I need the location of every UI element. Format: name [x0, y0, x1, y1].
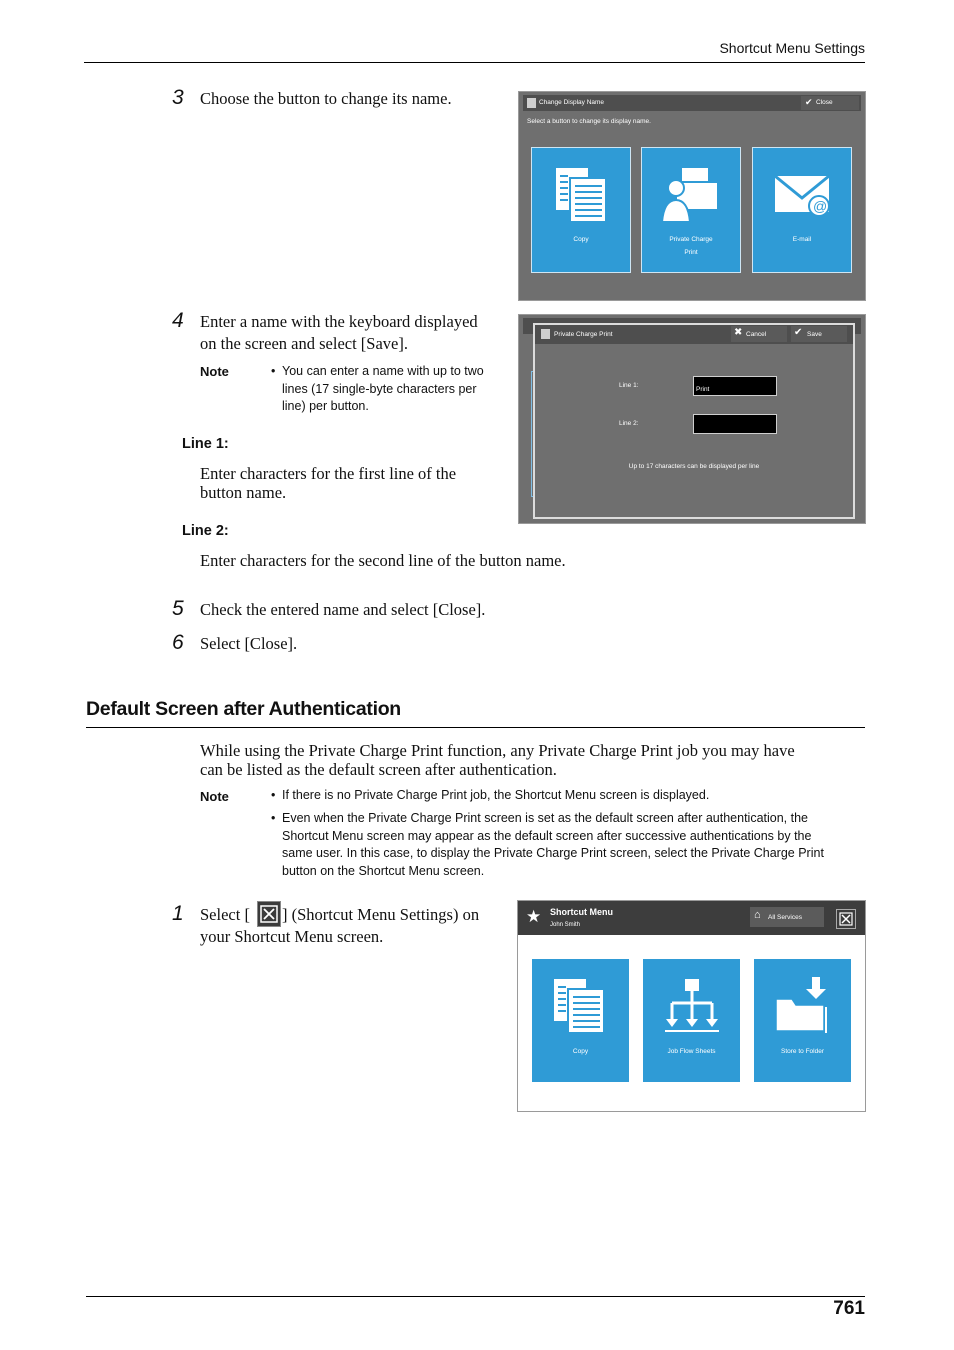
header-title: Shortcut Menu	[550, 907, 613, 917]
note-text-line1: You can enter a name with up to two	[282, 364, 484, 378]
folder-icon	[774, 975, 830, 1035]
private-print-icon	[662, 166, 722, 224]
dialog-title: Change Display Name	[539, 99, 605, 106]
star-icon: ★	[526, 907, 542, 926]
step-text-line1: Enter a name with the keyboard displayed	[200, 312, 478, 331]
shortcut-settings-button[interactable]	[836, 909, 856, 929]
note-bullet-2-line2: Shortcut Menu screen may appear as the default screen after successive authentications by the	[282, 829, 812, 843]
check-icon: ✔	[805, 97, 813, 107]
note-bullet: •	[271, 364, 276, 378]
shortcut-menu-header	[518, 901, 865, 935]
running-header: Shortcut Menu Settings	[719, 40, 865, 56]
section-paragraph-line2: can be listed as the default screen after authentication.	[200, 760, 557, 779]
note-bullet: •	[271, 788, 276, 802]
document-icon	[541, 329, 550, 339]
close-label: Close	[816, 99, 833, 106]
step-text: Select [Close].	[200, 634, 298, 653]
title-bar	[523, 95, 861, 111]
step-text: Choose the button to change its name.	[200, 89, 452, 108]
email-tile[interactable]	[752, 147, 852, 273]
job-flow-sheets-tile[interactable]	[642, 958, 741, 1083]
all-services-label: All Services	[768, 914, 802, 921]
check-icon: ✔	[794, 327, 803, 338]
step-text-pre: Select [	[200, 905, 250, 924]
dialog-title-bar	[535, 325, 853, 344]
note-bullet-2-line1: Even when the Private Charge Print screen is set as the default screen after authentication, the	[282, 811, 808, 825]
copy-icon	[552, 977, 608, 1035]
home-icon: ⌂	[754, 909, 761, 921]
tile-label: E-mail	[792, 236, 812, 243]
line1-text-line1: Enter characters for the first line of the	[200, 464, 457, 483]
step-text-line2: your Shortcut Menu screen.	[200, 927, 384, 946]
hint-text: Select a button to change its display name.	[527, 118, 651, 125]
step-text: Check the entered name and select [Close].	[200, 600, 486, 619]
note-bullet-1: If there is no Private Charge Print job, the Shortcut Menu screen is displayed.	[282, 788, 710, 802]
job-flow-icon	[665, 977, 719, 1033]
close-icon: ✖	[734, 327, 743, 338]
user-name: John Smith	[550, 922, 581, 928]
tile-label-line1: Private Charge	[669, 236, 713, 243]
save-button[interactable]	[791, 326, 847, 342]
character-limit-hint: Up to 17 characters can be displayed per line	[628, 463, 760, 470]
section-rule	[86, 727, 865, 728]
section-paragraph-line1: While using the Private Charge Print function, any Private Charge Print job you may have	[200, 741, 795, 760]
screenshot-name-entry-dialog	[518, 314, 866, 524]
step-number: 5	[172, 597, 184, 620]
svg-text:@: @	[813, 198, 828, 214]
step-text-line2: on the screen and select [Save].	[200, 334, 408, 353]
note-bullet: •	[271, 811, 276, 825]
cancel-label: Cancel	[746, 331, 767, 338]
document-icon	[527, 98, 536, 108]
step-number: 4	[172, 309, 184, 332]
header-rule	[84, 62, 865, 63]
line1-field-label: Line 1:	[619, 382, 639, 389]
note-text-line2: lines (17 single-byte characters per	[282, 382, 477, 396]
line1-input-value: Print	[696, 386, 710, 393]
tile-label: Copy	[572, 1048, 589, 1055]
note-bullet-2-line4: button on the Shortcut Menu screen.	[282, 864, 485, 878]
copy-tile[interactable]	[531, 147, 631, 273]
all-services-button[interactable]	[750, 907, 824, 927]
shortcut-menu-settings-icon	[257, 901, 281, 927]
step-number: 6	[172, 631, 184, 654]
line1-input[interactable]	[693, 376, 777, 396]
email-icon	[773, 174, 833, 218]
step-number: 3	[172, 86, 184, 109]
note-bullet-2-line3: same user. In this case, to display the Private Charge Print screen, select the Private Charge Print	[282, 846, 824, 860]
dialog-title: Private Charge Print	[554, 331, 613, 338]
settings-icon	[837, 910, 855, 928]
section-heading: Default Screen after Authentication	[86, 698, 401, 720]
page-number: 761	[833, 1298, 865, 1319]
copy-tile[interactable]	[531, 958, 630, 1083]
tile-label: Job Flow Sheets	[667, 1048, 716, 1055]
line2-text: Enter characters for the second line of the button name.	[200, 551, 566, 570]
line2-field-label: Line 2:	[619, 420, 639, 427]
close-button[interactable]	[801, 96, 859, 110]
note-label: Note	[200, 364, 229, 379]
tile-label: Store to Folder	[781, 1048, 824, 1055]
tile-label: Copy	[573, 236, 589, 243]
step-number: 1	[172, 902, 184, 925]
line2-input[interactable]	[693, 414, 777, 434]
line1-text-line2: button name.	[200, 483, 287, 502]
screenshot-change-display-name	[518, 91, 866, 301]
step-text-post: ] (Shortcut Menu Settings) on	[282, 905, 480, 924]
private-charge-print-tile[interactable]	[641, 147, 741, 273]
save-label: Save	[807, 331, 822, 338]
line1-label: Line 1:	[182, 436, 229, 452]
copy-icon	[554, 166, 610, 224]
note-label: Note	[200, 789, 229, 804]
line2-label: Line 2:	[182, 523, 229, 539]
cancel-button[interactable]	[731, 326, 787, 342]
note-text-line3: line) per button.	[282, 399, 369, 413]
screenshot-shortcut-menu	[517, 900, 866, 1112]
footer-rule	[86, 1296, 865, 1297]
dialog	[533, 323, 855, 519]
store-to-folder-tile[interactable]	[753, 958, 852, 1083]
tile-label-line2: Print	[684, 249, 698, 256]
